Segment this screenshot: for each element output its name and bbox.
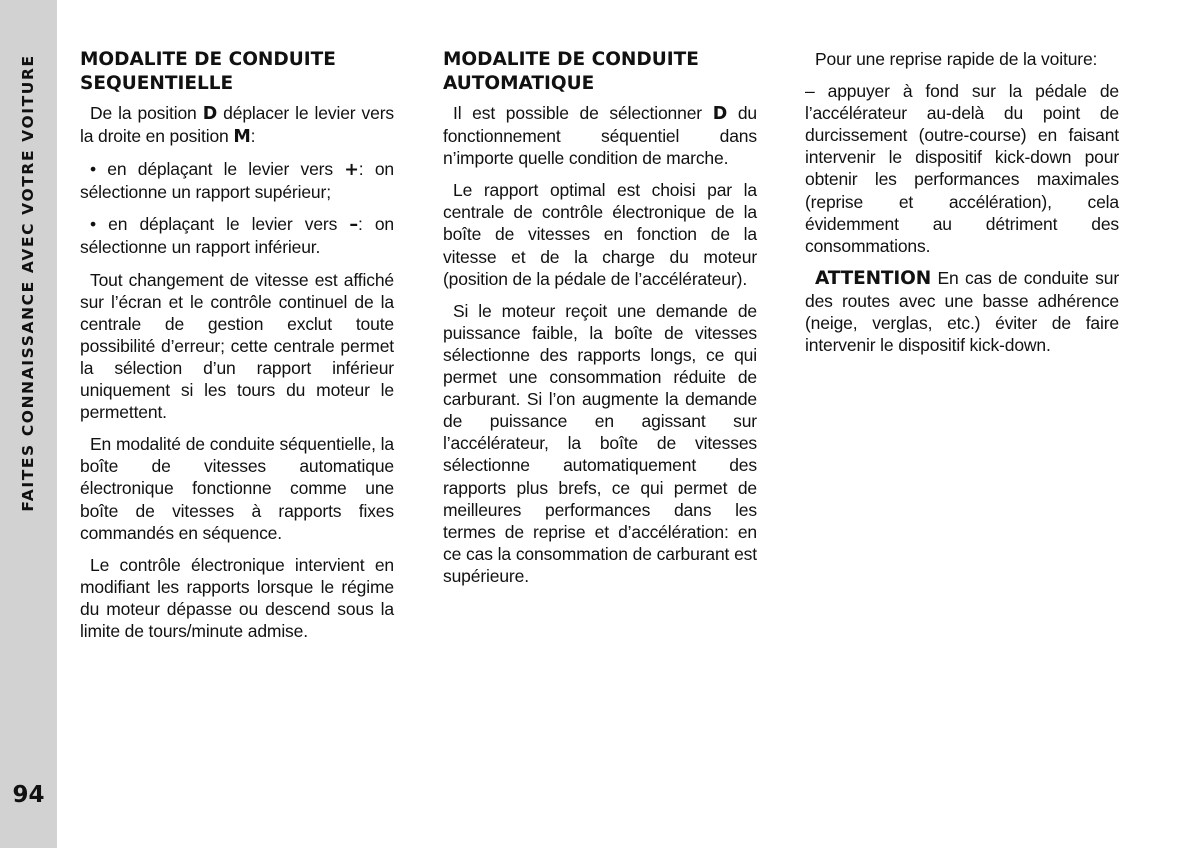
warning-label: ATTENTION: [815, 267, 932, 289]
paragraph: Le rapport optimal est choisi par la centrale de contrôle électronique de la boîte de vitesses en fonction de la vitesse et de la charge du moteur (position de la pédale de l’accélérateur).: [443, 180, 757, 289]
section-title: FAITES CONNAISSANCE AVEC VOTRE VOITURE: [19, 54, 37, 512]
paragraph: De la position D déplacer le levier vers la droite en position M:: [80, 103, 394, 148]
heading-line: SEQUENTIELLE: [80, 73, 234, 94]
heading-sequential: [80, 48, 394, 96]
column-automatic: [443, 48, 757, 597]
column-kick-down: [805, 48, 1119, 366]
heading-automatic: [443, 48, 757, 96]
paragraph: Si le moteur reçoit une demande de puissance faible, la boîte de vitesses sélectionne des rapports longs, ce qui permet une consommation réduite de carburant. Si l’on augmente la demande de puissance en agissant sur l’accélérateur, la boîte de vitesses sélectionne automatiquement des rapports plus brefs, ce qui permet de meilleures performances dans les termes de reprise et d’accélération: en ce cas la consommation de carburant est supérieure.: [443, 300, 757, 586]
plus-symbol: +: [344, 160, 359, 181]
heading-line: AUTOMATIQUE: [443, 73, 595, 94]
column-sequential: [80, 48, 394, 652]
bullet-item: • en déplaçant le levier vers –: on sélectionne un rapport inférieur.: [80, 214, 394, 258]
heading-line: MODALITE DE CONDUITE: [443, 49, 699, 70]
paragraph: Il est possible de sélectionner D du fonctionnement séquentiel dans n’importe quelle condition de marche.: [443, 103, 757, 169]
minus-symbol: –: [349, 215, 358, 236]
paragraph: Le contrôle électronique intervient en modifiant les rapports lorsque le régime du moteur dépasse ou descend sous la limite de tours/minute admise.: [80, 554, 394, 641]
warning-paragraph: ATTENTION En cas de conduite sur des routes avec une basse adhérence (neige, verglas, etc.) éviter de faire intervenir le dispositif kick-down.: [805, 267, 1119, 356]
paragraph: Tout changement de vitesse est affiché sur l’écran et le contrôle continuel de la centrale de gestion exclut toute possibilité d’erreur; cette centrale permet la sélection d’un rapport inférieur uniquement si les tours du moteur le permettent.: [80, 269, 394, 423]
paragraph: En modalité de conduite séquentielle, la boîte de vitesses automatique électronique fonctionne comme une boîte de vitesses à rapports fixes commandés en séquence.: [80, 434, 394, 543]
gear-position-d: D: [712, 104, 728, 124]
page-number: 94: [12, 782, 45, 808]
gear-position-d: D: [202, 104, 218, 124]
heading-line: MODALITE DE CONDUITE: [80, 49, 336, 70]
gear-position-m: M: [233, 127, 251, 148]
bullet-item: • en déplaçant le levier vers +: on sélectionne un rapport supérieur;: [80, 159, 394, 203]
paragraph: Pour une reprise rapide de la voiture:: [815, 49, 1098, 69]
dash-item: – appuyer à fond sur la pédale de l’accélérateur au-delà du point de durcissement (outre-course) en faisant intervenir le dispositif kick-down pour obtenir les performances maximales (reprise et accélération), cela évidemment au détriment des consommations.: [805, 81, 1119, 256]
side-tab: [0, 0, 57, 848]
